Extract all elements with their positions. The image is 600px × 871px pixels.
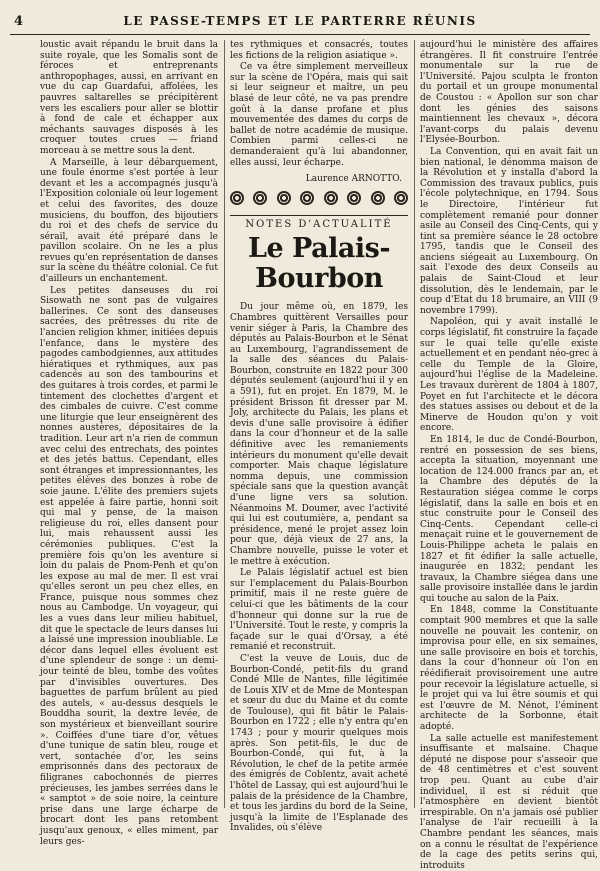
- column-2: [230, 40, 408, 834]
- column-rule: [414, 40, 415, 808]
- article-title: Le Palais-Bourbon: [247, 233, 391, 295]
- author-signature: Laurence ARNOTTO.: [305, 174, 402, 185]
- section-kicker: NOTES D'ACTUALITÉ: [230, 215, 408, 231]
- ornament-icon: [394, 191, 408, 205]
- paragraph: La Convention, qui en avait fait un bien national, le dénomma maison de la Révolution et y installa d'abord la Commission des travaux publics, puis l'école polytechnique, en 1794. Sous le Directoire, l'intérieur fut complètement remanié pour donner asile au Conseil des Cinq-Cents, qui y tint sa première séance le 28 octobre 1795, tandis que le Conseil des anciens siégeait au Luxembourg. On sait l'exode des deux Conseils au palais de Saint-Cloud et leur dissolution, dès le lendemain, par le coup d'Etat du 18 brumaire, an VIII (9 novembre 1799).: [420, 146, 598, 316]
- paragraph: loustic avait répandu le bruit dans la suite royale, que les Somalis sont de féroces et entreprenants anthropophages, aussi, en arrivant en vue du cap Guardafui, affolées, les pauvres saltarelles se précipitèrent vers les escaliers pour aller se blottir à fond de cale et échapper aux méchants sauvages disposés à les croquer toutes crues — friand morceau à se mettre sous la dent.: [40, 40, 218, 156]
- ornament-icon: [324, 191, 338, 205]
- journal-title: LE PASSE-TEMPS ET LE PARTERRE RÉUNIS: [123, 14, 477, 28]
- paragraph: tes rythmiques et consacrés, toutes les fictions de la religion asiatique ».: [230, 40, 408, 61]
- ornament-icon: [277, 191, 291, 205]
- ornament-icon: [300, 191, 314, 205]
- paragraph: Ce va être simplement merveilleux sur la scène de l'Opéra, mais qui sait si leur seigneur et maître, un peu blasé de leur côté, ne va pas prendre goût à la danse profane et plus mouvementée des dames du corps de ballet de notre académie de musique. Combien parmi celles-ci ne demanderaient qu'à lui abandonner, elles aussi, leur écharpe.: [230, 62, 408, 168]
- paragraph: Les petites danseuses du roi Sisowath ne sont pas de vulgaires ballerines. Ce sont des danseuses sacrées, des prêtresses du rite de l'ancien religion khmer, initiées depuis l'enfance, dans le mystère des pagodes cambodgiennes, aux attitudes hiératiques et rythmiques, aux pas cadencés au son des tambourins et des guitares à trois cordes, et parmi le tintement des clochettes d'argent et des cimbales de cuivre. C'est comme une liturgie que leur enseignèrent des nonnes austères, dépositaires de la tradition. Leur art n'a rien de commun avec celui des entrechats, des pointes et des jetés battus. Cependant, elles sont étranges et impressionnantes, les petites élèves des bonzes à robe de soie jaune. L'élite des premiers sujets est appelée à faire partie, honni soit qui mal y pense, de la maison religieuse du roi, elles dansent pour lui, mais rehaussent aussi les cérémonies publiques. C'est la première fois qu'on les aventure si loin du palais de Pnom-Penh et qu'on les expose au mal de mer. Il est vrai qu'elles seront un peu chez elles, en France, puisque nous sommes chez nous au Cambodge. Un voyageur, qui les a vues dans leur milieu habituel, dit que le spectacle de leurs danses lui a laissé une impression inoubliable. Le décor dans lequel elles évoluent est d'une splendeur de songe : un demi-jour teinté de bleu, tombe des voûtes par d'invisibles ouvertures. Des baguettes de parfum brûlent au pied des autels, « au-dessus desquels le Bouddha sourit, la dextre levée, de son mystérieux et bienveillant sourire ». Coiffées d'une tiare d'or, vêtues d'une tunique de satin bleu, rouge et vert, sontachée d'or, les seins emprisonnés dans des pectoraux de filigranes cabochonnés de pierres précieuses, les jambes serrées dans le « samptot » de soie noire, la ceinture prise dans une large écharpe de brocart dont les pans retombent jusqu'aux genoux, « elles miment, par leurs ges-: [40, 285, 218, 847]
- paragraph: Le Palais législatif actuel est bien sur l'emplacement du Palais-Bourbon primitif, mais il ne reste guère de celui-ci que les bâtiments de la cour d'honneur qui donne sur la rue de l'Université. Tout le reste, y compris la façade sur le quai d'Orsay, a été remanié et reconstruit.: [230, 568, 408, 653]
- column-rule: [224, 40, 225, 808]
- paragraph: En 1814, le duc de Condé-Bourbon, rentré en possession de ses biens, accepta la situation, moyennant une location de 124.000 francs par an, et la Chambre des députés de la Restauration siégea comme le corps législatif, dans la salle en bois et en stuc construite pour le Conseil des Cinq-Cents. Cependant celle-ci menaçait ruine et le gouvernement de Louis-Philippe acheta le palais en 1827 et fit édifier la salle actuelle, inaugurée en 1832; pendant les travaux, la Chambre siégea dans une salle provisoire installée dans le jardin qui touche au salon de la Paix.: [420, 434, 598, 604]
- paragraph: aujourd'hui le ministère des affaires étrangères. Il fit construire l'entrée monumentale sur la rue de l'Université. Pajou sculpta le fronton du portail et un groupe monumental de Coustou : « Apollon sur son char dont les génies des saisons maintiennent les chevaux », décora l'avant-corps du palais devenu l'Elysée-Bourbon.: [420, 40, 598, 146]
- paragraph: A Marseille, à leur débarquement, une foule énorme s'est portée à leur devant et les a accompagnés jusqu'à l'Exposition coloniale où leur logement et celui des favorites, des douze musiciens, du bouffon, des bijoutiers du roi et des chefs de service du sérail, avait été préparé dans le pavillon scolaire. On ne les a plus revues qu'en représentation de danses sur la scène du théâtre colonial. Ce fut d'ailleurs un enchantement.: [40, 157, 219, 285]
- column-3: [420, 40, 598, 871]
- ornament-icon: [371, 191, 385, 205]
- ornament-icon: [347, 191, 361, 205]
- paragraph: Du jour même où, en 1879, les Chambres quittèrent Versailles pour venir siéger à Paris, la Chambre des députés au Palais-Bourbon et le Sénat au Luxembourg, l'agrandissement de la salle des séances du Palais-Bourbon, construite en 1822 pour 300 députés seulement (aujourd'hui il y en a 591), fut en projet. En 1879, M. le président Brisson fit dresser par M. Joly, architecte du Palais, les plans et devis d'une salle provisoire à édifier dans la cour d'honneur et de la salle définitive avec les remaniements intérieurs du monument qu'elle devait comporter. Mais chaque législature nomma depuis, une commission spéciale sans que la question avançât d'une ligne vers sa solution. Néanmoins M. Doumer, avec l'activité qui lui est coutumière, a, pendant sa présidence, mené le projet assez loin pour que, déjà vieux de 27 ans, la Chambre nouvelle, puisse le voter et le mettre à exécution.: [230, 302, 408, 567]
- paragraph: La salle actuelle est manifestement insuffisante et malsaine. Chaque député ne dispose pour s'asseoir que de 48 centimètres et c'est souvent trop peu. Quant au cube d'air individuel, il est si réduit que l'atmosphère en devient bientôt irrespirable. On n'a jamais osé publier l'analyse de l'air recueilli à la Chambre pendant les séances, mais on a connu le résultat de l'expérience de la cage des petits serins qui, introduits: [420, 733, 598, 871]
- column-1: [40, 40, 219, 847]
- paragraph: Napoléon, qui y avait installé le corps législatif, fit construire la façade sur le quai telle qu'elle existe actuellement et en pendant néo-grec à celle du Temple de la Gloire, aujourd'hui l'église de la Madeleine. Les travaux durèrent de 1804 à 1807, Poyet en fut l'architecte et le décora des statues assises ou debout et de la Minerve de Houdon qu'on y voit encore.: [420, 317, 598, 434]
- paragraph: C'est la veuve de Louis, duc de Bourbon-Condé, petit-fils du grand Condé Mlle de Nantes, fille légitimée de Louis XIV et de Mme de Montespan et sœur du duc du Maine et du comte de Toulouse), qui fit bâtir le Palais-Bourbon en 1722 ; elle n'y entra qu'en 1743 ; pour y mourir quelques mois après. Son petit-fils, le duc de Bourbon-Condé, qui fut, à la Révolution, le chef de la petite armée des émigrés de Coblentz, avait acheté l'hôtel de Lassay, qui est aujourd'hui le palais de la présidence de la Chambre, et tous les jardins du bord de la Seine, jusqu'à la limite de l'Esplanade des Invalides, où s'élève: [230, 653, 408, 834]
- ornament-icon: [230, 191, 244, 205]
- ornament-icon: [253, 191, 267, 205]
- ornament-row: [230, 191, 408, 205]
- paragraph: En 1848, comme la Constituante comptait 900 membres et que la salle nouvelle ne pouvait les contenir, on improvisa pour elle, en six semaines, une salle provisoire en bois et torchis, dans la cour d'honneur où l'on en réédifierait provisoirement une autre pour recevoir la législature actuelle, si le projet qui va lui être soumis et qui est l'œuvre de M. Nénot, l'éminent architecte de la Sorbonne, était adopté.: [420, 605, 598, 732]
- page-number: 4: [14, 14, 24, 29]
- page-header: [10, 12, 590, 35]
